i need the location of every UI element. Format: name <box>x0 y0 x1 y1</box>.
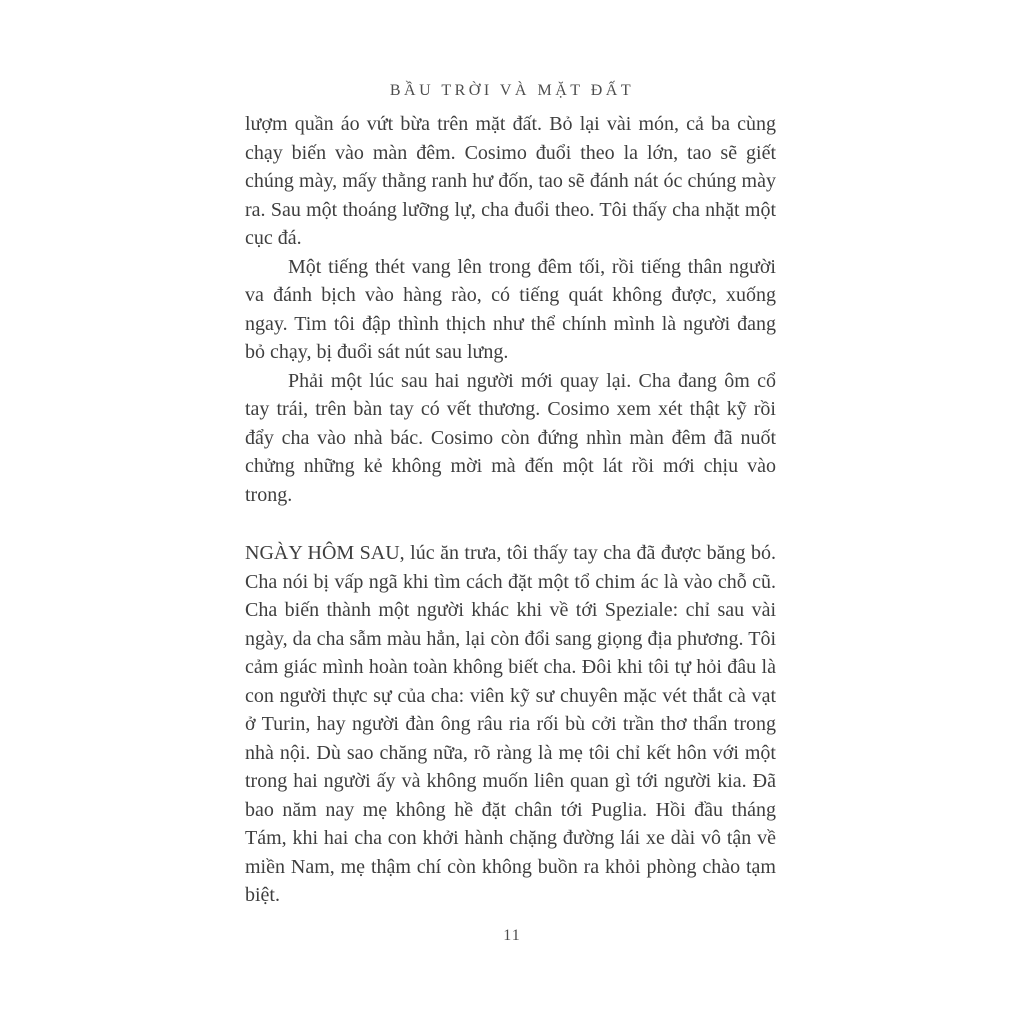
paragraph: Phải một lúc sau hai người mới quay lại. Cha đang ôm cổ tay trái, trên bàn tay có vết thương. Cosimo xem xét thật kỹ rồi đẩy cha vào nhà bác. Cosimo còn đứng nhìn màn đêm đã nuốt chửng những kẻ không mời mà đến một lát rồi mới chịu vào trong. <box>245 369 776 506</box>
paragraph-section-start: NGÀY HÔM SAU, lúc ăn trưa, tôi thấy tay cha đã được băng bó. Cha nói bị vấp ngã khi tìm cách đặt một tổ chim ác là vào chỗ cũ. Cha biến thành một người khác khi về tới Speziale: chỉ sau vài ngày, da cha sẫm màu hẳn, lại còn đổi sang giọng địa phương. Tôi cảm giác mình hoàn toàn không biết cha. Đôi khi tôi tự hỏi đâu là con người thực sự của cha: viên kỹ sư chuyên mặc vét thắt cà vạt ở Turin, hay người đàn ông râu ria rối bù cởi trần thơ thẩn trong nhà nội. Dù sao chăng nữa, rõ ràng là mẹ tôi chỉ kết hôn với một trong hai người ấy và không muốn liên quan gì tới người kia. Đã bao năm nay mẹ không hề đặt chân tới Puglia. Hồi đầu tháng Tám, khi hai cha con khởi hành chặng đường lái xe dài vô tận về miền Nam, mẹ thậm chí còn không buồn ra khỏi phòng chào tạm biệt. <box>245 542 776 906</box>
running-header: BẦU TRỜI VÀ MẶT ĐẤT <box>389 82 635 99</box>
paragraph: Một tiếng thét vang lên trong đêm tối, rồi tiếng thân người va đánh bịch vào hàng rào, có tiếng quát không được, xuống ngay. Tim tôi đập thình thịch như thể chính mình là người đang bỏ chạy, bị đuổi sát nút sau lưng. <box>245 255 776 363</box>
page-number: 11 <box>503 927 521 944</box>
paragraph-continued: lượm quần áo vứt bừa trên mặt đất. Bỏ lại vài món, cả ba cùng chạy biến vào màn đêm. Cosimo đuổi theo la lớn, tao sẽ giết chúng mày, mấy thằng ranh hư đốn, tao sẽ đánh nát óc chúng mày ra. Sau một thoáng lưỡng lự, cha đuổi theo. Tôi thấy cha nhặt một cục đá. <box>245 113 776 249</box>
body-text-block <box>245 110 776 910</box>
